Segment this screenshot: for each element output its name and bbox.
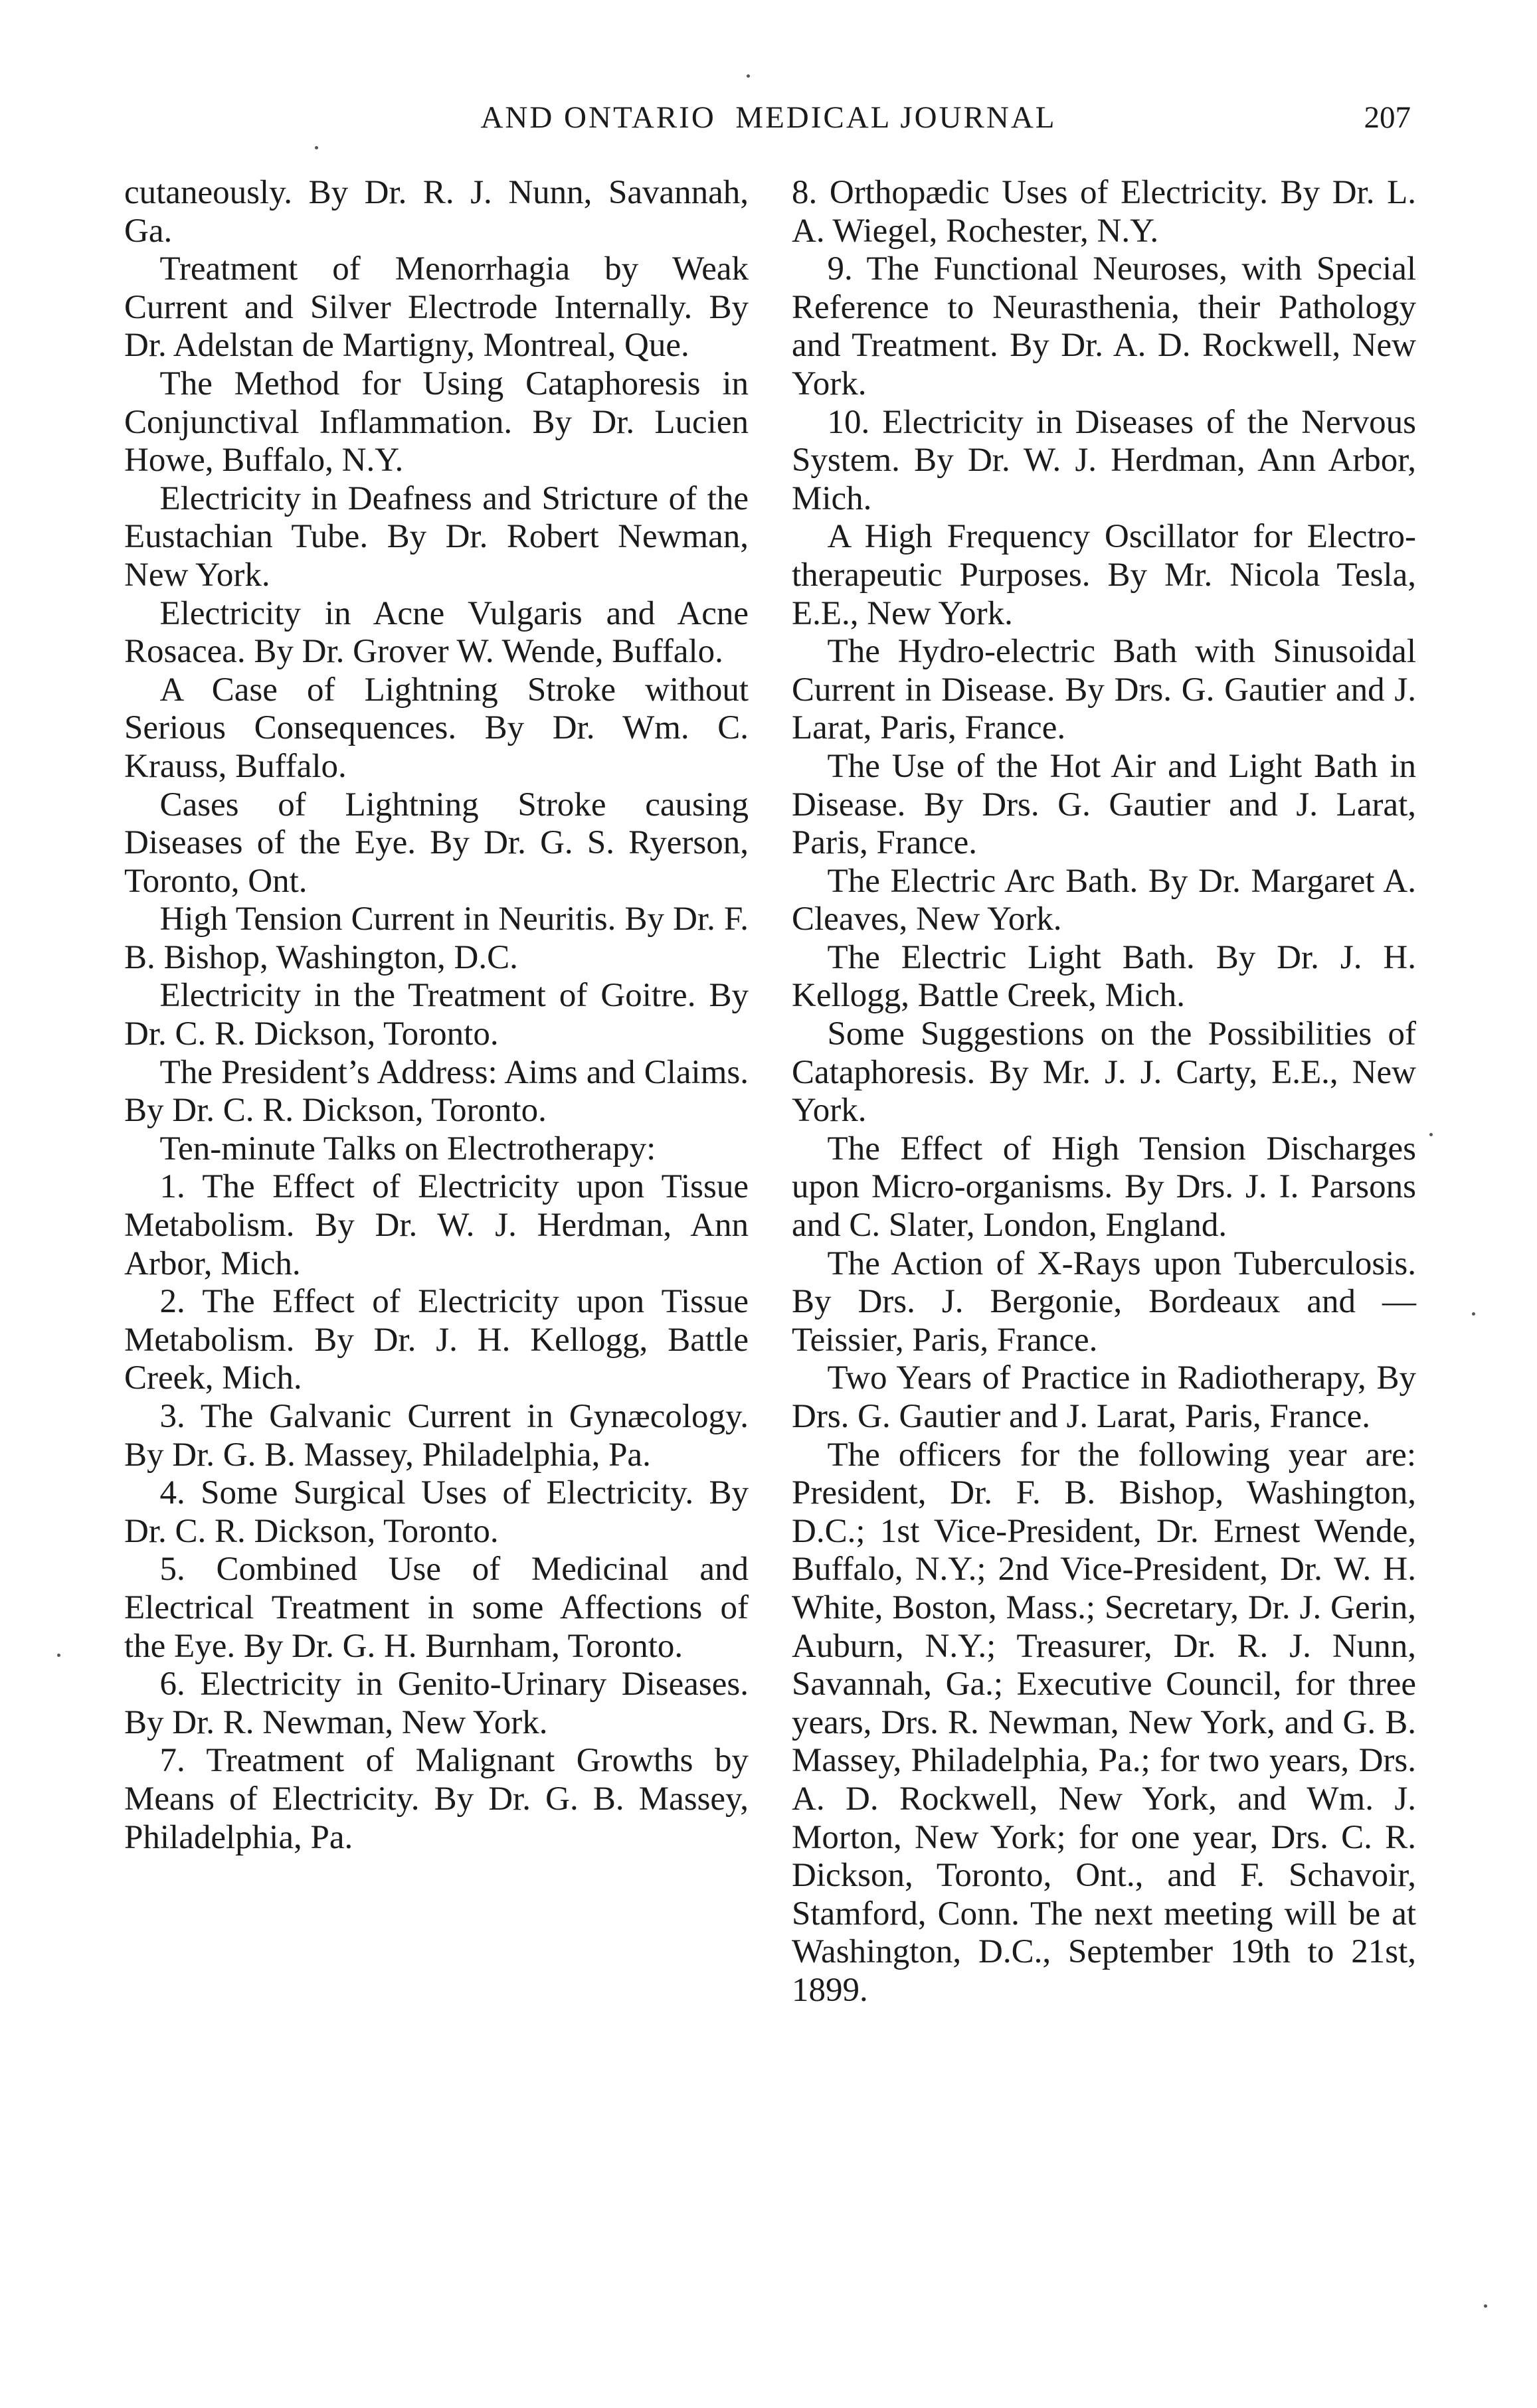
list-item: Electricity in Deafness and Stricture of the Eustachian Tube. By Dr. Robert Newman, New York. <box>124 479 749 594</box>
list-item: The Action of X-Rays upon Tuberculosis. By Drs. J. Bergonie, Bordeaux and — Teissier, Paris, France. <box>792 1245 1416 1359</box>
list-item: The Effect of High Tension Discharges upon Micro-organisms. By Drs. J. I. Parsons and C. Slater, London, England. <box>792 1130 1416 1245</box>
list-item: The Electric Light Bath. By Dr. J. H. Kellogg, Battle Creek, Mich. <box>792 938 1416 1015</box>
list-item: Electricity in the Treatment of Goitre. By Dr. C. R. Dickson, Toronto. <box>124 977 749 1053</box>
list-item: The Use of the Hot Air and Light Bath in Disease. By Drs. G. Gautier and J. Larat, Paris, France. <box>792 747 1416 862</box>
list-item: High Tension Current in Neuritis. By Dr. F. B. Bishop, Washington, D.C. <box>124 901 749 976</box>
list-item: 8. Orthopædic Uses of Electricity. By Dr. L. A. Wiegel, Rochester, N.Y. <box>792 174 1416 250</box>
scan-speck <box>1472 1312 1475 1316</box>
list-item: The Method for Using Cataphoresis in Conjunctival Inflammation. By Dr. Lucien Howe, Buffalo, N.Y. <box>124 365 749 479</box>
running-head <box>126 94 1411 141</box>
scan-speck <box>1429 1133 1433 1136</box>
scan-speck <box>57 1654 60 1657</box>
list-item: 3. The Galvanic Current in Gynæcology. By Dr. G. B. Massey, Philadelphia, Pa. <box>124 1398 749 1474</box>
list-item: 7. Treatment of Malignant Growths by Means of Electricity. By Dr. G. B. Massey, Philadelphia, Pa. <box>124 1742 749 1856</box>
list-item: A High Frequency Oscillator for Electro-therapeutic Purposes. By Mr. Nicola Tesla, E.E., New York. <box>792 518 1416 632</box>
list-item: The Hydro-electric Bath with Sinusoidal Current in Disease. By Drs. G. Gautier and J. Larat, Paris, France. <box>792 633 1416 747</box>
list-item: The President’s Address: Aims and Claims. By Dr. C. R. Dickson, Toronto. <box>124 1053 749 1130</box>
scan-speck <box>1484 2304 1487 2308</box>
scan-speck <box>315 146 318 149</box>
list-item: Electricity in Acne Vulgaris and Acne Rosacea. By Dr. Grover W. Wende, Buffalo. <box>124 594 749 671</box>
list-item: Treatment of Menorrhagia by Weak Current and Silver Electrode Internally. By Dr. Adelstan de Martigny, Montreal, Que. <box>124 250 749 365</box>
list-item: 6. Electricity in Genito-Urinary Diseases. By Dr. R. Newman, New York. <box>124 1666 749 1741</box>
scan-speck <box>747 74 750 78</box>
list-item: 4. Some Surgical Uses of Electricity. By Dr. C. R. Dickson, Toronto. <box>124 1474 749 1550</box>
right-column <box>792 174 1416 2010</box>
list-item: The Electric Arc Bath. By Dr. Margaret A. Cleaves, New York. <box>792 862 1416 938</box>
list-item: 1. The Effect of Electricity upon Tissue Metabolism. By Dr. W. J. Herdman, Ann Arbor, Mich. <box>124 1168 749 1282</box>
journal-title: AND ONTARIO MEDICAL JOURNAL <box>480 100 1057 135</box>
list-item: The officers for the following year are: President, Dr. F. B. Bishop, Washington, D.C.; 1st Vice-President, Dr. Ernest Wende, Buffalo, N.Y.; 2nd Vice-President, Dr. W. H. White, Boston, Mass.; Secretary, Dr. J. Gerin, Auburn, N.Y.; Treasurer, Dr. R. J. Nunn, Savannah, Ga.; Executive Council, for three years, Drs. R. Newman, New York, and G. B. Massey, Philadelphia, Pa.; for two years, Drs. A. D. Rockwell, New York, and Wm. J. Morton, New York; for one year, Drs. C. R. Dickson, Toronto, Ont., and F. Schavoir, Stamford, Conn. The next meeting will be at Washington, D.C., September 19th to 21st, 1899. <box>792 1436 1416 2009</box>
list-item: Ten-minute Talks on Electrotherapy: <box>159 1130 656 1167</box>
list-item: Two Years of Practice in Radiotherapy, By Drs. G. Gautier and J. Larat, Paris, France. <box>792 1359 1416 1435</box>
left-column <box>124 174 749 1857</box>
list-item: cutaneously. By Dr. R. J. Nunn, Savannah, Ga. <box>124 174 749 250</box>
list-item: 5. Combined Use of Medicinal and Electrical Treatment in some Affections of the Eye. By Dr. G. H. Burnham, Toronto. <box>124 1551 749 1665</box>
list-item: Cases of Lightning Stroke causing Diseases of the Eye. By Dr. G. S. Ryerson, Toronto, Ont. <box>124 786 749 900</box>
list-item: 10. Electricity in Diseases of the Nervous System. By Dr. W. J. Herdman, Ann Arbor, Mich. <box>792 403 1416 517</box>
list-item: 9. The Functional Neuroses, with Special Reference to Neurasthenia, their Pathology and Treatment. By Dr. A. D. Rockwell, New York. <box>792 250 1416 402</box>
list-item: Some Suggestions on the Possibilities of Cataphoresis. By Mr. J. J. Carty, E.E., New York. <box>792 1015 1416 1130</box>
list-item: A Case of Lightning Stroke without Serious Consequences. By Dr. Wm. C. Krauss, Buffalo. <box>124 671 749 785</box>
list-item: 2. The Effect of Electricity upon Tissue Metabolism. By Dr. J. H. Kellogg, Battle Creek, Mich. <box>124 1283 749 1397</box>
page-number: 207 <box>1364 100 1411 135</box>
